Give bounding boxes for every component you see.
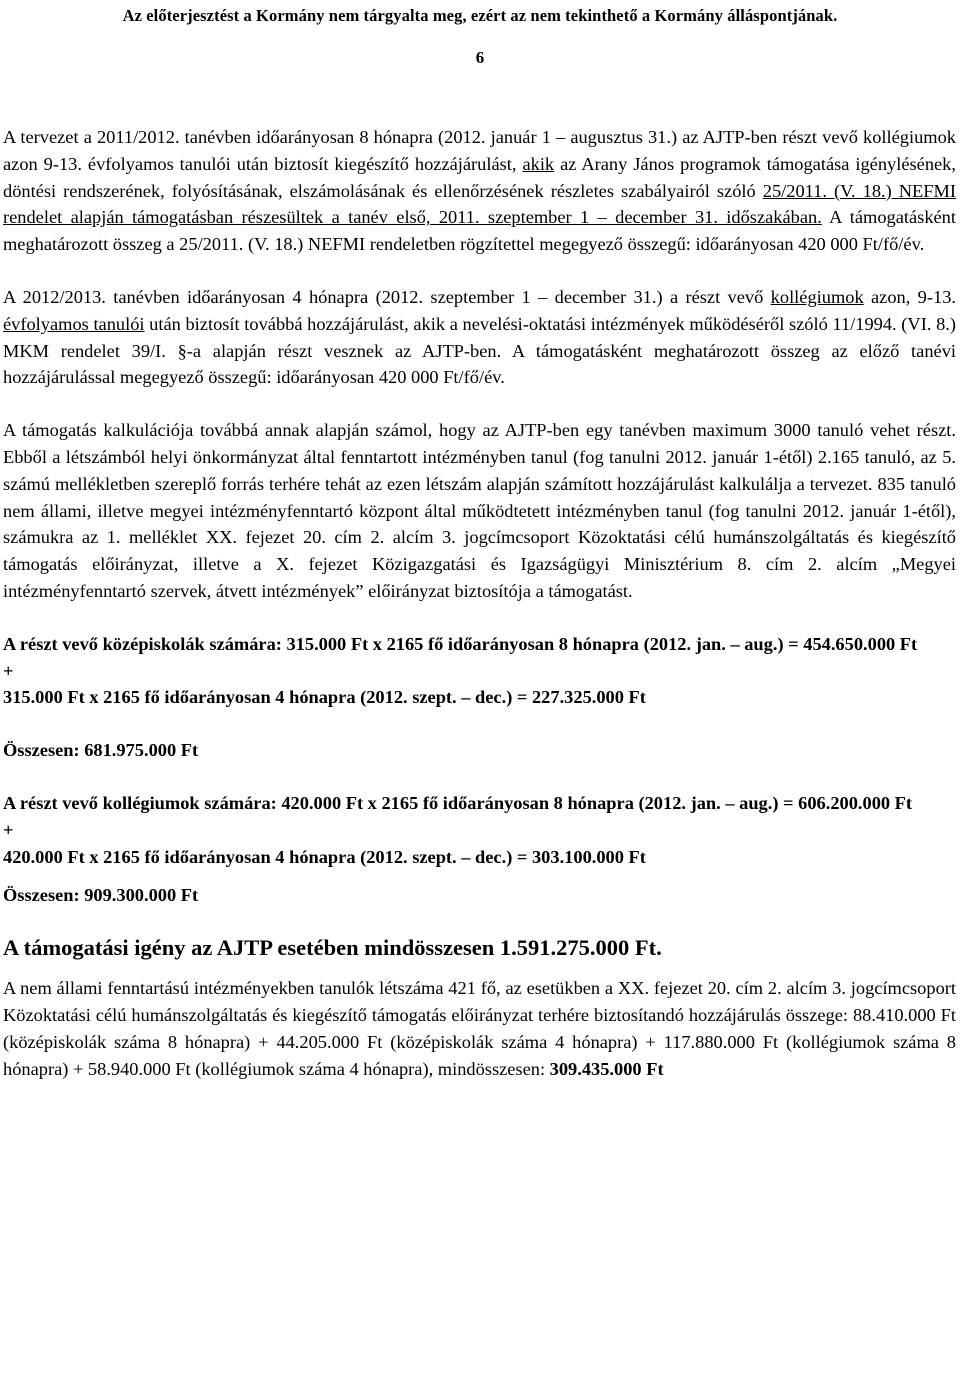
secondary-schools-line2: 315.000 Ft x 2165 fő időarányosan 4 hónapra (2012. szept. – dec.) = 227.325.000 Ft: [3, 687, 646, 708]
plus-sign-1: +: [3, 660, 14, 681]
p2-text-c: után biztosít továbbá hozzájárulást, akik a nevelési-oktatási intézmények működéséről szóló 11/1994. (VI. 8.) MKM rendelet 39/I. §-a alapján részt vesznek az AJTP-ben. A támogatásként meghatározott összeg az előző tanévi hozzájárulással megegyező összegű: időarányosan 420 000 Ft/fő/év.: [3, 313, 956, 388]
paragraph-college-support-2011-2012: [3, 124, 956, 258]
p2-text-b: azon, 9-13.: [863, 286, 956, 307]
secondary-schools-total: Összesen: 681.975.000 Ft: [3, 740, 199, 761]
p4-text: A nem állami fenntartású intézményekben tanulók létszáma 421 fő, az esetükben a XX. fejezet 20. cím 2. alcím 3. jogcímcsoport Közoktatási célú humánszolgáltatás és kiegészítő támogatás előirányzat terhére biztosítandó hozzájárulás összege: 88.410.000 Ft (középiskolák száma 8 hónapra) + 44.205.000 Ft (középiskolák száma 4 hónapra) + 117.880.000 Ft (kollégiumok száma 8 hónapra) + 58.940.000 Ft (kollégiumok száma 4 hónapra), mindösszesen:: [3, 978, 956, 1079]
colleges-line1: A részt vevő kollégiumok számára: 420.000 Ft x 2165 fő időarányosan 8 hónapra (2012. jan. – aug.) = 606.200.000 Ft: [3, 792, 913, 813]
p1-underlined-regulation: 25/2011. (V. 18.) NEFMI rendelet alapján támogatásban részesültek a tanév első, 2011. szeptember 1 – december 31. időszakában.: [3, 180, 956, 228]
paragraph-non-state-institutions: [3, 975, 956, 1082]
p4-bold-total: 309.435.000 Ft: [549, 1058, 664, 1079]
p2-underlined-evfolyamos: évfolyamos tanulói: [3, 313, 145, 334]
colleges-total: Összesen: 909.300.000 Ft: [3, 885, 199, 906]
p2-underlined-kollegiumok: kollégiumok: [770, 286, 864, 307]
grand-total-heading: A támogatási igény az AJTP esetében mindösszesen 1.591.275.000 Ft.: [3, 935, 662, 961]
p2-text-a: A 2012/2013. tanévben időarányosan 4 hónapra (2012. szeptember 1 – december 31.) a részt vevő: [3, 286, 771, 307]
p1-underlined-akik: akik: [522, 153, 555, 174]
document-body: [3, 124, 956, 1082]
draft-notice-header: Az előterjesztést a Kormány nem tárgyalta meg, ezért az nem tekinthető a Kormány álláspontjának.: [122, 6, 838, 25]
p1-text-c: A támogatásként meghatározott összeg a 25/2011. (V. 18.) NEFMI rendeletben rögzítettel megegyező összegű: időarányosan 420 000 Ft/fő/év.: [3, 207, 956, 255]
secondary-schools-line1: A részt vevő középiskolák számára: 315.000 Ft x 2165 fő időarányosan 8 hónapra (2012. jan. – aug.) = 454.650.000 Ft: [3, 633, 918, 654]
paragraph-college-support-2012-2013: [3, 284, 956, 391]
p1-text-b: az Arany János programok támogatása igénylésének, döntési rendszerének, folyósításának, elszámolásának és ellenőrzésének részletes szabályairól szóló: [3, 153, 956, 201]
paragraph-calculation-basis: A támogatás kalkulációja továbbá annak alapján számol, hogy az AJTP-ben egy tanévben maximum 3000 tanuló vehet részt. Ebből a létszámból helyi önkormányzat által fenntartott intézményben tanul (fog tanulni 2012. január 1-étől) 2.165 tanuló, az 5. számú mellékletben szereplő forrás terhére tehát az ezen létszám alapján számított hozzájárulást kalkulálja a tervezet. 835 tanuló nem állami, illetve megyei intézményfenntartó központ által működtetett intézményben tanul (fog tanulni 2012. január 1-étől), számukra az 1. melléklet XX. fejezet 20. cím 2. alcím 3. jogcímcsoport Közoktatási célú humánszolgáltatás és kiegészítő támogatás előirányzat, illetve a X. fejezet Közigazgatási és Igazságügyi Minisztérium 8. cím 2. alcím „Megyei intézményfenntartó szervek, átvett intézmények” előirányzat biztosítója a támogatást.: [3, 420, 956, 601]
p1-text-a: A tervezet a 2011/2012. tanévben időarányosan 8 hónapra (2012. január 1 – augusztus 31.) az AJTP-ben részt vevő kollégiumok azon 9-13. évfolyamos tanulói után biztosít kiegészítő hozzájárulást,: [3, 127, 956, 174]
page-number: 6: [475, 48, 485, 67]
colleges-line2: 420.000 Ft x 2165 fő időarányosan 4 hónapra (2012. szept. – dec.) = 303.100.000 Ft: [3, 846, 646, 867]
plus-sign-2: +: [3, 819, 14, 840]
